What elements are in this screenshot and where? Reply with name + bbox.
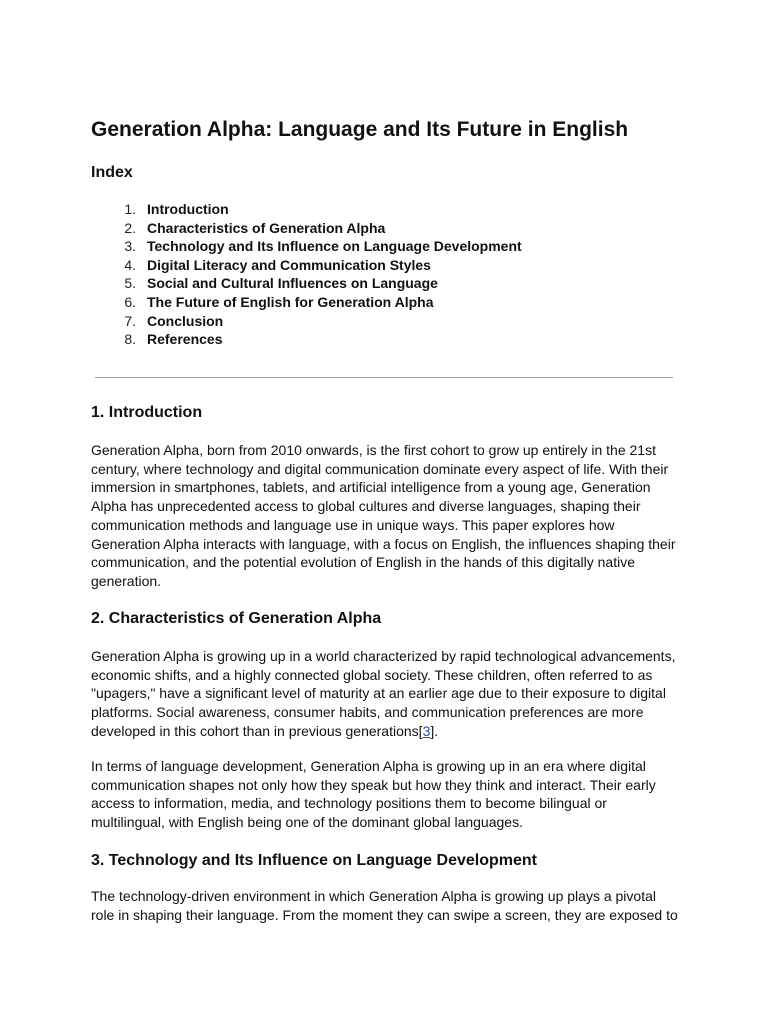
section-divider	[95, 377, 673, 378]
index-item-label: Introduction	[147, 201, 229, 217]
index-item-label: References	[147, 331, 223, 348]
characteristics-paragraph-2: In terms of language development, Generation Alpha is growing up in an era where digital communication shapes not only how they speak but how they think and interact. Their early access to information, media, and technology positions them to become bilingual or multilingual, with English being one of the dominant global languages.	[91, 758, 656, 831]
section-heading-technology: 3. Technology and Its Influence on Language Development	[91, 852, 537, 869]
index-item[interactable]: 1. Introduction	[124, 201, 229, 217]
index-item[interactable]: 2. Characteristics of Generation Alpha	[124, 219, 386, 236]
index-item-label: Social and Cultural Influences on Language	[147, 275, 438, 292]
citation-link[interactable]: 3	[422, 722, 431, 739]
index-heading: Index	[91, 164, 133, 181]
index-item-label: Characteristics of Generation Alpha	[147, 219, 386, 236]
index-item[interactable]: 4. Digital Literacy and Communication Styles	[124, 256, 431, 273]
introduction-paragraph: Generation Alpha, born from 2010 onwards, is the first cohort to grow up entirely in the 21st century, where technology and digital communication dominate every aspect of life. With their immersion in smartphones, tablets, and artificial intelligence from a young age, Generation Alpha has unprecedented access to global cultures and diverse languages, shaping their communication methods and language use in unique ways. This paper explores how Generation Alpha interacts with language, with a focus on English, the influences shaping their communication, and the potential evolution of English in the hands of this digitally native generation.	[91, 442, 676, 589]
characteristics-paragraph-1: Generation Alpha is growing up in a world characterized by rapid technological advancements, economic shifts, and a highly connected global society. These children, often referred to as "upagers," have a significant level of maturity at an earlier age due to their exposure to digital platforms. Social awareness, consumer habits, and communication preferences are more developed in this cohort than in previous generations[3].	[91, 648, 676, 739]
index-item[interactable]: 7. Conclusion	[124, 312, 224, 329]
section-heading-characteristics: 2. Characteristics of Generation Alpha	[91, 610, 382, 627]
index-list	[91, 200, 522, 349]
index-item-label: Technology and Its Influence on Language Development	[147, 238, 522, 255]
index-item-label: Conclusion	[147, 312, 224, 329]
section-heading-introduction: 1. Introduction	[91, 404, 203, 421]
index-item[interactable]: 8. References	[124, 331, 223, 348]
index-item-label: The Future of English for Generation Alpha	[147, 293, 434, 310]
index-item[interactable]: 6. The Future of English for Generation Alpha	[124, 293, 434, 310]
index-item[interactable]: 5. Social and Cultural Influences on Language	[124, 275, 438, 292]
index-item[interactable]: 3. Technology and Its Influence on Language Development	[124, 238, 522, 255]
technology-paragraph: The technology-driven environment in which Generation Alpha is growing up plays a pivotal role in shaping their language. From the moment they can swipe a screen, they are exposed to	[91, 888, 678, 923]
index-item-label: Digital Literacy and Communication Styles	[147, 256, 431, 273]
document-title: Generation Alpha: Language and Its Future in English	[91, 118, 629, 141]
